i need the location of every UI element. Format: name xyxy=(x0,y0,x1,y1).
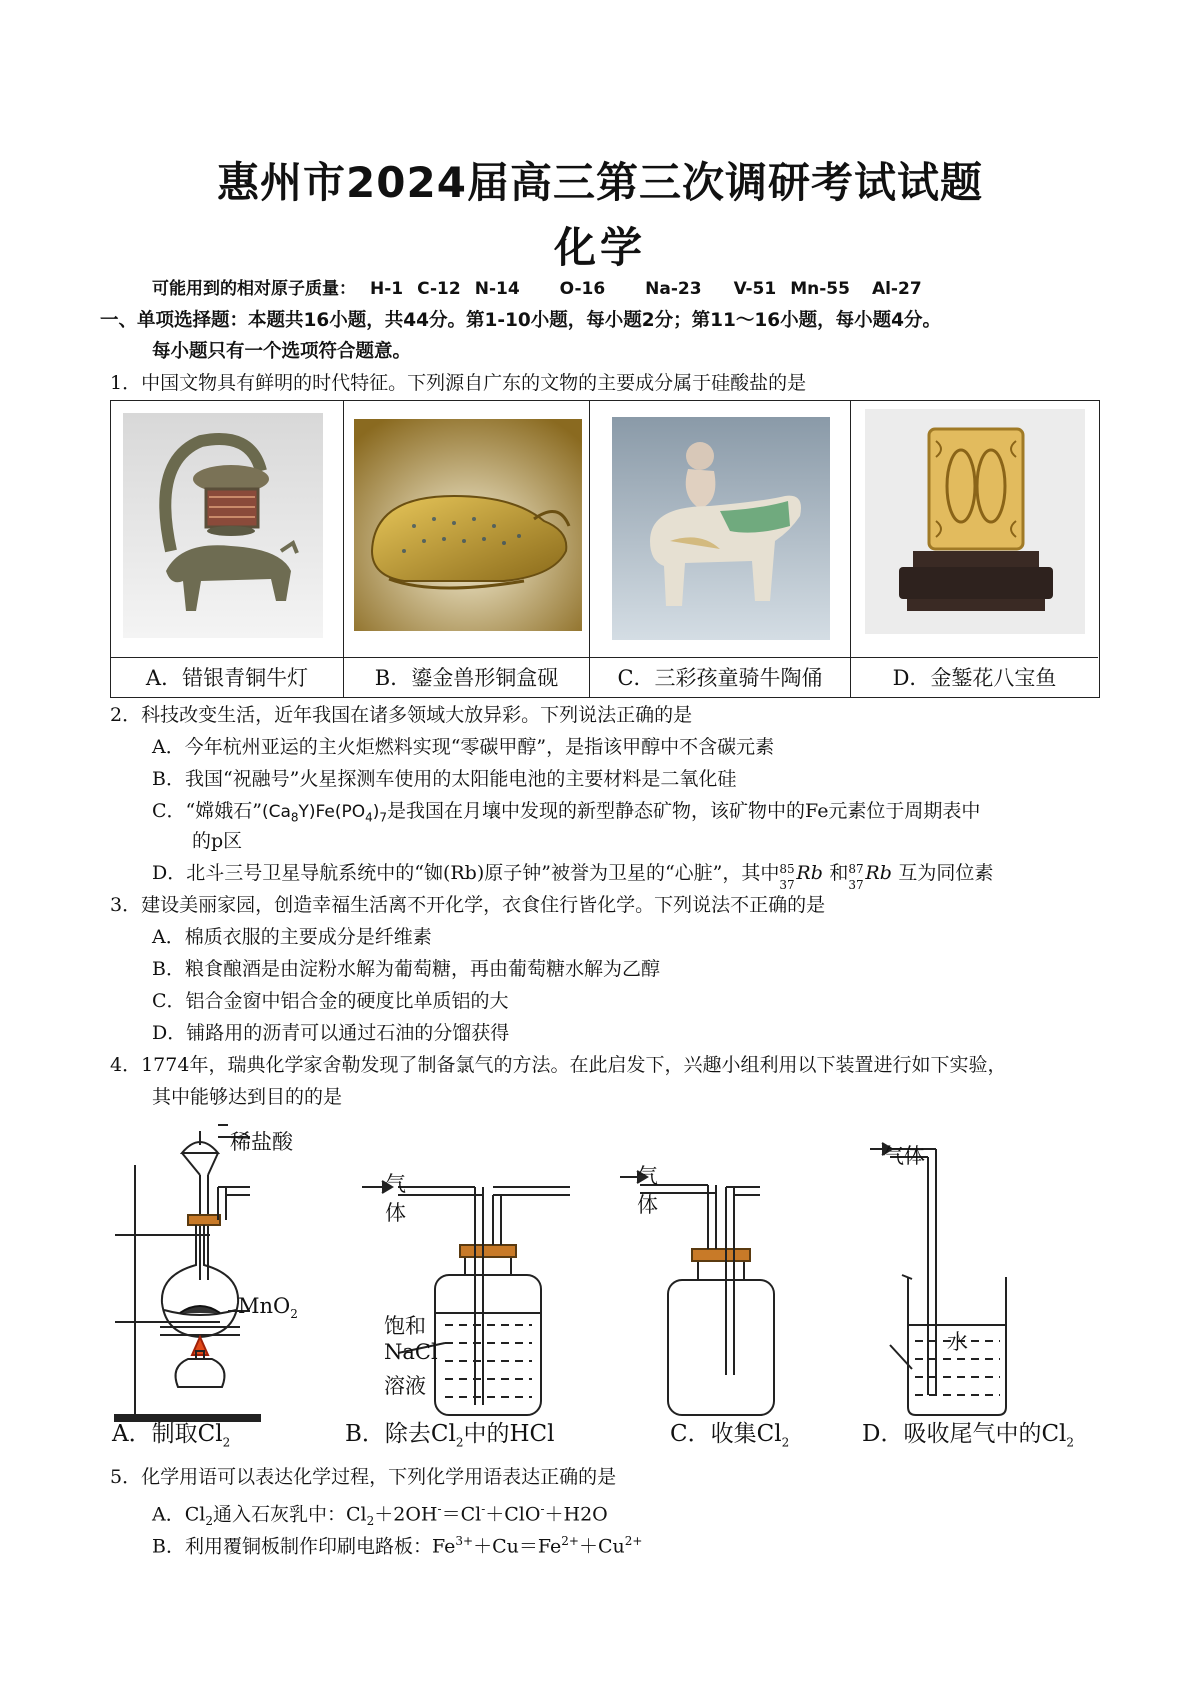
q5-b-part1: B．利用覆铜板制作印刷电路板：Fe xyxy=(152,1535,456,1558)
q2-option-c xyxy=(152,799,980,829)
q1-option-d-cell xyxy=(851,401,1098,697)
q3-option-a: A．棉质衣服的主要成分是纤维素 xyxy=(152,926,432,948)
bronze-ox-lamp-image xyxy=(111,401,343,656)
q5-option-a xyxy=(152,1497,608,1533)
gold-fish-plaque-image xyxy=(851,401,1098,656)
section-heading: 一、单项选择题：本题共16小题，共44分。第1-10小题，每小题2分；第11～16小题，每小题4分。 xyxy=(100,310,942,331)
q5-a-sup2: - xyxy=(481,1502,486,1516)
q2-option-b: B．我国“祝融号”火星探测车使用的太阳能电池的主要材料是二氧化硅 xyxy=(152,768,737,790)
q1-option-a-label: A．错银青铜牛灯 xyxy=(111,657,343,697)
q4-option-d xyxy=(862,1415,1074,1450)
q2-d-isotope1 xyxy=(779,861,829,892)
q2-c-formula-part1: (Ca xyxy=(261,802,291,822)
q2-c-sub7: 7 xyxy=(379,810,388,825)
q2-d-iso1-symbol: Rb xyxy=(796,862,823,884)
q2-c-formula-part3: ) xyxy=(372,802,380,822)
label-mno2-sub: 2 xyxy=(290,1307,298,1322)
q4-apparatus-diagram xyxy=(100,1115,1110,1455)
q1-option-a-cell xyxy=(111,401,344,697)
q2-d-iso2-z: 37 xyxy=(848,878,864,892)
atomic-mass-label: 可能用到的相对原子质量： xyxy=(152,279,356,299)
atomic-mass-line xyxy=(152,277,936,301)
q2-d-iso1-mass: 85 xyxy=(779,862,795,876)
q5-a-part4: ＝Cl xyxy=(441,1503,482,1526)
atomic-mass-o: O-16 xyxy=(559,279,606,299)
q5-a-part5: ＋ClO xyxy=(485,1503,541,1526)
q1-option-table xyxy=(110,400,1100,698)
q4-option-b-text2: 中的HCl xyxy=(463,1421,555,1447)
atomic-mass-h: H-1 xyxy=(370,279,404,299)
q1-option-d-label: D．金錾花八宝鱼 xyxy=(851,657,1098,697)
atomic-mass-na: Na-23 xyxy=(645,279,702,299)
atomic-mass-n: N-14 xyxy=(474,279,520,299)
label-b-gas-bottom: 体 xyxy=(385,1201,406,1225)
q2-c-text: 是我国在月壤中发现的新型静态矿物，该矿物中的Fe元素位于周期表中 xyxy=(387,800,981,822)
q2-d-text: 互为同位素 xyxy=(898,862,994,884)
atomic-mass-mn: Mn-55 xyxy=(790,279,850,299)
q2-option-a: A．今年杭州亚运的主火炬燃料实现“零碳甲醇”，是指该甲醇中不含碳元素 xyxy=(152,736,775,758)
q5-a-part2: 通入石灰乳中：Cl xyxy=(212,1503,367,1526)
q4-option-a-sub: 2 xyxy=(222,1435,231,1450)
q5-a-part6: ＋H2O xyxy=(544,1503,608,1526)
sancai-child-ox-figurine-image xyxy=(590,401,850,656)
q4-option-c-sub: 2 xyxy=(781,1435,790,1450)
q1-option-b-label: B．鎏金兽形铜盒砚 xyxy=(344,657,589,697)
q5-stem: 5．化学用语可以表达化学过程，下列化学用语表达正确的是 xyxy=(110,1466,617,1488)
subject-title: 化学 xyxy=(553,223,646,272)
q1-option-b-cell xyxy=(344,401,590,697)
q2-d-prefix: D．北斗三号卫星导航系统中的“铷(Rb)原子钟”被誉为卫星的“心脏”，其中 xyxy=(152,862,780,884)
q5-a-sub2: 2 xyxy=(366,1514,375,1529)
q3-option-d: D．铺路用的沥青可以通过石油的分馏获得 xyxy=(152,1022,510,1044)
q4-option-c xyxy=(670,1415,789,1450)
q2-stem: 2．科技改变生活，近年我国在诸多领域大放异彩。下列说法正确的是 xyxy=(110,704,693,726)
q2-d-iso1-z: 37 xyxy=(779,878,795,892)
label-mno2-text: MnO xyxy=(238,1294,291,1318)
q3-option-c: C．铝合金窗中铝合金的硬度比单质铝的大 xyxy=(152,990,509,1012)
label-nacl: NaCl xyxy=(384,1340,438,1364)
q2-d-iso2-mass: 87 xyxy=(848,862,864,876)
q5-b-part3: ＋Cu xyxy=(578,1535,625,1558)
q4-option-c-text: C．收集Cl xyxy=(670,1421,782,1447)
page-title: 惠州市2024届高三第三次调研考试试题 xyxy=(217,158,983,207)
q2-d-isotope2 xyxy=(848,861,898,892)
label-dilute-hcl-leader xyxy=(218,1124,228,1127)
label-c-gas-bottom: 体 xyxy=(637,1193,658,1217)
q2-c-sub4: 4 xyxy=(365,810,373,825)
gilt-beast-inkstone-image xyxy=(344,401,589,656)
q5-a-sup1: - xyxy=(437,1502,442,1516)
q4-option-b-sub: 2 xyxy=(455,1435,464,1450)
q5-b-sup3: 2+ xyxy=(624,1534,643,1548)
q1-stem: 1．中国文物具有鲜明的时代特征。下列源自广东的文物的主要成分属于硅酸盐的是 xyxy=(110,372,807,394)
q2-option-c-cont: 的p区 xyxy=(192,830,243,852)
q2-d-and: 和 xyxy=(829,862,849,884)
q3-stem: 3．建设美丽家园，创造幸福生活离不开化学，衣食住行皆化学。下列说法不正确的是 xyxy=(110,894,826,916)
q2-c-formula xyxy=(261,802,388,825)
atomic-mass-v: V-51 xyxy=(733,279,777,299)
label-d-gas: 气体 xyxy=(883,1144,925,1168)
q1-option-c-cell xyxy=(590,401,851,697)
q4-stem-line2: 其中能够达到目的的是 xyxy=(152,1086,343,1108)
q5-a-sup3: - xyxy=(540,1502,545,1516)
label-dilute-hcl: 稀盐酸 xyxy=(230,1130,293,1154)
section-note: 每小题只有一个选项符合题意。 xyxy=(152,341,412,362)
q4-option-d-sub: 2 xyxy=(1066,1435,1075,1450)
q4-option-b xyxy=(345,1415,555,1450)
label-mno2 xyxy=(238,1294,298,1321)
label-solution: 溶液 xyxy=(384,1374,426,1398)
q5-a-sub1: 2 xyxy=(205,1514,213,1529)
q2-c-formula-part2: Y)Fe(PO xyxy=(298,802,366,822)
q5-b-sup1: 3+ xyxy=(455,1534,474,1548)
q4-option-b-text1: B．除去Cl xyxy=(345,1421,456,1447)
atomic-mass-c: C-12 xyxy=(417,279,461,299)
q5-a-part1: A．Cl xyxy=(152,1503,206,1526)
q5-b-sup2: 2+ xyxy=(561,1534,579,1548)
q2-c-sub8: 8 xyxy=(290,810,299,825)
q4-option-d-text: D．吸收尾气中的Cl xyxy=(862,1421,1067,1447)
label-b-gas-top: 气 xyxy=(385,1172,406,1196)
q2-option-d xyxy=(152,861,994,892)
q5-b-part2: ＋Cu＝Fe xyxy=(473,1535,562,1558)
label-saturated: 饱和 xyxy=(384,1314,426,1338)
q3-option-b: B．粮食酿酒是由淀粉水解为葡萄糖，再由葡萄糖水解为乙醇 xyxy=(152,958,660,980)
q4-stem-line1: 4．1774年，瑞典化学家舍勒发现了制备氯气的方法。在此启发下，兴趣小组利用以下装置进行如下实验， xyxy=(110,1054,1007,1076)
q2-d-iso2-symbol: Rb xyxy=(865,862,892,884)
q1-option-c-label: C．三彩孩童骑牛陶俑 xyxy=(590,657,850,697)
atomic-mass-al: Al-27 xyxy=(871,279,922,299)
label-water: 水 xyxy=(947,1330,968,1354)
q5-option-b xyxy=(152,1529,642,1558)
q4-option-a xyxy=(112,1415,230,1450)
label-c-gas-top: 气 xyxy=(637,1164,658,1188)
q5-a-part3: ＋2OH xyxy=(374,1503,438,1526)
q2-c-prefix: C．“嫦娥石” xyxy=(152,800,262,822)
q4-option-a-text: A．制取Cl xyxy=(112,1421,223,1447)
